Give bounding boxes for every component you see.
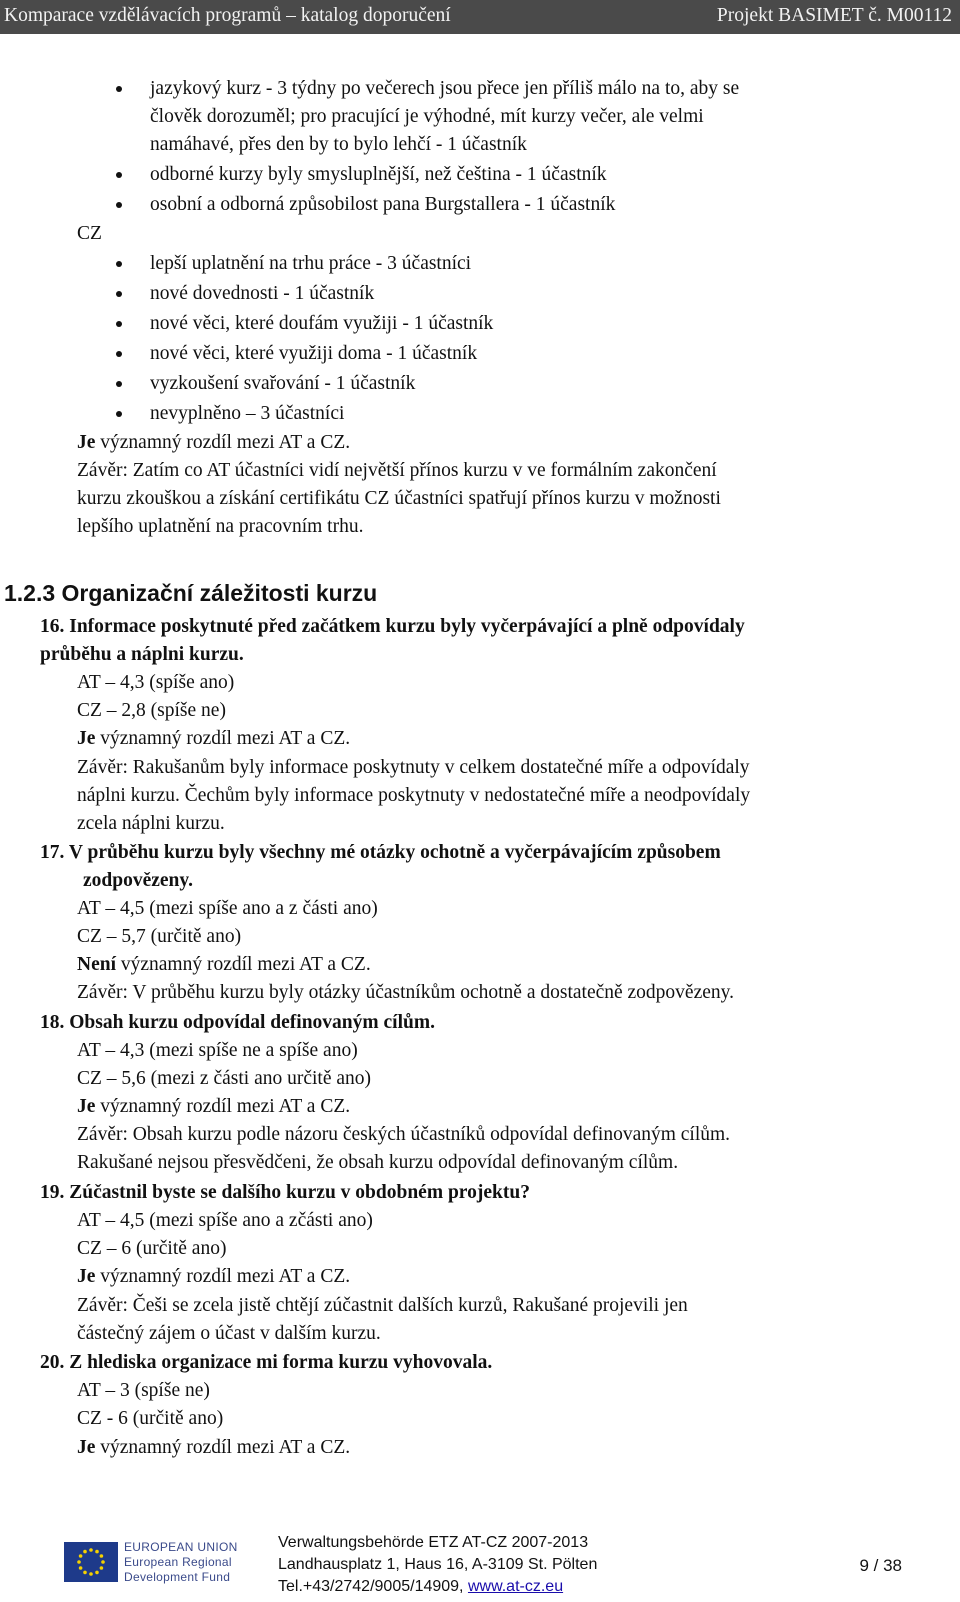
question-17-cont: zodpovězeny. (83, 870, 193, 891)
bullet-icon (116, 86, 122, 92)
list-item-continuation: člověk dorozuměl; pro pracující je výhodné, mít kurzy večer, ale velmi (150, 106, 704, 127)
score-at: AT – 4,3 (mezi spíše ne a spíše ano) (77, 1040, 358, 1061)
list-item: lepší uplatnění na trhu práce - 3 účastníci (150, 253, 472, 274)
section-heading: 1.2.3 Organizační záležitosti kurzu (4, 580, 378, 606)
significance-statement: Je významný rozdíl mezi AT a CZ. (77, 432, 351, 453)
conclusion-text: kurzu zkouškou a získání certifikátu CZ účastníci spatřují přínos kurzu v možnosti (77, 488, 721, 509)
question-18: 18. Obsah kurzu odpovídal definovaným cílům. (40, 1012, 435, 1033)
score-cz: CZ – 2,8 (spíše ne) (77, 700, 226, 721)
conclusion-text: Závěr: Češi se zcela jistě chtějí zúčastnit dalších kurzů, Rakušané projevili jen (77, 1295, 688, 1316)
question-17: 17. V průběhu kurzu byly všechny mé otázky ochotně a vyčerpávajícím způsobem (40, 842, 721, 863)
score-at: AT – 3 (spíše ne) (77, 1380, 210, 1401)
eu-flag-icon (64, 1542, 118, 1582)
score-at: AT – 4,3 (spíše ano) (77, 672, 235, 693)
list-item: nové dovednosti - 1 účastník (150, 283, 375, 304)
country-label: CZ (77, 223, 102, 244)
bullet-icon (116, 261, 122, 267)
score-cz: CZ – 6 (určitě ano) (77, 1238, 227, 1259)
website-link[interactable]: www.at-cz.eu (467, 1578, 564, 1595)
list-item: odborné kurzy byly smysluplnější, než čeština - 1 účastník (150, 164, 607, 185)
header-title: Komparace vzdělávacích programů – katalog doporučení (4, 5, 451, 26)
significance-statement: Je významný rozdíl mezi AT a CZ. (77, 1266, 351, 1287)
bullet-icon (116, 172, 122, 178)
bullet-icon (116, 381, 122, 387)
conclusion-text: Závěr: Zatím co AT účastníci vidí největší přínos kurzu v ve formálním zakončení (77, 460, 717, 481)
list-item: nevyplněno – 3 účastníci (150, 403, 345, 424)
conclusion-text: Závěr: Obsah kurzu podle názoru českých účastníků odpovídal definovaným cílům. (77, 1124, 731, 1145)
conclusion-text: částečný zájem o účast v dalším kurzu. (77, 1323, 381, 1344)
conclusion-text: Závěr: Rakušanům byly informace poskytnuty v celkem dostatečné míře a odpovídaly (77, 757, 750, 778)
bullet-icon (116, 291, 122, 297)
conclusion-text: Rakušané nejsou přesvědčeni, že obsah kurzu odpovídal definovaným cílům. (77, 1152, 679, 1173)
significance-statement: Není významný rozdíl mezi AT a CZ. (77, 954, 371, 975)
list-item: osobní a odborná způsobilost pana Burgstallera - 1 účastník (150, 194, 616, 215)
header-project: Projekt BASIMET č. M00112 (716, 5, 952, 26)
list-item: nové věci, které využiji doma - 1 účastník (150, 343, 478, 364)
list-item: jazykový kurz - 3 týdny po večerech jsou přece jen příliš málo na to, aby se (150, 78, 740, 99)
significance-statement: Je významný rozdíl mezi AT a CZ. (77, 1096, 351, 1117)
score-cz: CZ – 5,7 (určitě ano) (77, 926, 242, 947)
significance-statement: Je významný rozdíl mezi AT a CZ. (77, 1437, 351, 1458)
question-19: 19. Zúčastnil byste se dalšího kurzu v obdobném projektu? (40, 1182, 530, 1203)
conclusion-text: lepšího uplatnění na pracovním trhu. (77, 516, 364, 537)
significance-statement: Je významný rozdíl mezi AT a CZ. (77, 728, 351, 749)
eu-logo-text: European Regional (124, 1555, 232, 1569)
page-header (0, 0, 960, 34)
conclusion-text: náplni kurzu. Čechům byly informace poskytnuty v nedostatečné míře a neodpovídaly (77, 785, 751, 806)
score-cz: CZ - 6 (určitě ano) (77, 1408, 224, 1429)
conclusion-text: Závěr: V průběhu kurzu byly otázky účastníkům ochotně a dostatečně zodpovězeny. (77, 982, 735, 1003)
score-cz: CZ – 5,6 (mezi z části ano určitě ano) (77, 1068, 372, 1089)
bullet-icon (116, 202, 122, 208)
question-16: 16. Informace poskytnuté před začátkem kurzu byly vyčerpávající a plně odpovídaly (40, 616, 745, 637)
list-item: nové věci, které doufám využiji - 1 účastník (150, 313, 494, 334)
score-at: AT – 4,5 (mezi spíše ano a z části ano) (77, 898, 378, 919)
list-item-continuation: namáhavé, přes den by to bylo lehčí - 1 účastník (150, 134, 527, 155)
footer-contact: Tel.+43/2742/9005/14909, www.at-cz.eu (278, 1578, 564, 1595)
conclusion-text: zcela náplni kurzu. (77, 813, 225, 834)
bullet-icon (116, 411, 122, 417)
question-16-cont: průběhu a náplni kurzu. (40, 644, 244, 665)
eu-logo-text: EUROPEAN UNION (124, 1540, 238, 1554)
eu-logo-text: Development Fund (124, 1570, 231, 1584)
question-20: 20. Z hlediska organizace mi forma kurzu vyhovovala. (40, 1352, 493, 1373)
score-at: AT – 4,5 (mezi spíše ano a zčásti ano) (77, 1210, 373, 1231)
bullet-icon (116, 321, 122, 327)
list-item: vyzkoušení svařování - 1 účastník (150, 373, 416, 394)
page-number: 9 / 38 (859, 1556, 902, 1575)
footer-authority: Verwaltungsbehörde ETZ AT-CZ 2007-2013 (278, 1534, 589, 1551)
footer-address: Landhausplatz 1, Haus 16, A-3109 St. Pölten (278, 1556, 598, 1573)
bullet-icon (116, 351, 122, 357)
